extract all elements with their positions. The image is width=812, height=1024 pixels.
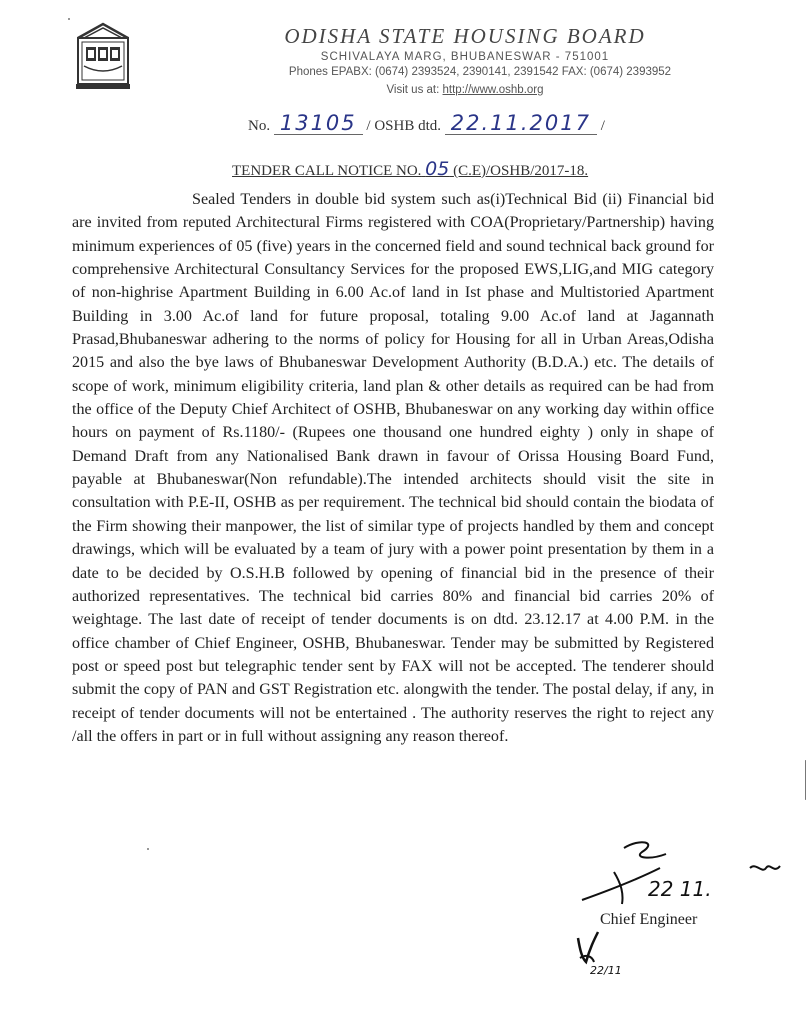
reference-date: 22.11.2017 (445, 112, 597, 135)
signature-date: 22 11. (648, 877, 712, 901)
organization-phones: Phones EPABX: (0674) 2393524, 2390141, 2391542 FAX: (0674) 2393952 (288, 66, 672, 78)
initial-date: 22/11 (590, 964, 622, 977)
reference-suffix: / (600, 118, 605, 134)
scan-speck (147, 848, 149, 850)
scan-speck (68, 18, 70, 20)
notice-title (232, 158, 652, 180)
signature-icon (580, 838, 800, 908)
reference-line (248, 112, 648, 135)
organization-address: SCHIVALAYA MARG, BHUBANESWAR - 751001 (320, 51, 610, 63)
reference-dtd-label: / OSHB dtd. (366, 118, 442, 134)
notice-number: 05 (425, 158, 450, 180)
website-link[interactable]: http://www.oshb.org (442, 84, 544, 96)
scan-speck (805, 760, 806, 800)
notice-body: Sealed Tenders in double bid system such as(i)Technical Bid (ii) Financial bid are invited from reputed Architectural Firms registered with COA(Proprietary/Partnership) having minimum experiences of 05 (five) years in the concerned field and sound technical back ground for comprehensive Architectural Consultancy Services for the proposed EWS,LIG,and MIG category of non-highrise Apartment Building in 6.00 Ac.of land in Ist phase and Multistoried Apartment Building in 3.00 Ac.of land for future proposal, totaling 9.00 Ac.of land at Jagannath Prasad,Bhubaneswar adhering to the norms of policy for Housing for all in Urban Areas,Odisha 2015 and also the bye laws of Bhubaneswar Development Authority (B.D.A.) etc. The details of scope of work, minimum eligibility criteria, land plan & other details as required can be had from the office of the Deputy Chief Architect of OSHB, Bhubaneswar on any working day within office hours on payment of Rs.1180/- (Rupees one thousand one hundred eighty ) only in shape of Demand Draft from any Nationalised Bank drawn in favour of Orissa Housing Board Fund, payable at Bhubaneswar(Non refundable).The intended architects should visit the site in consultation with P.E-II, OSHB as per requirement. The technical bid should contain the biodata of the Firm showing their manpower, the list of similar type of projects handled by them and concept drawings, which will be evaluated by a team of jury with a power point presentation by them in a date to be decided by O.S.H.B followed by opening of financial bid in the presence of their authorized representatives. The technical bid carries 80% and financial bid carries 20% of weightage. The last date of receipt of tender documents is on dtd. 23.12.17 at 4.00 P.M. in the office chamber of Chief Engineer, OSHB, Bhubaneswar. Tender may be submitted by Registered post or speed post but telegraphic tender sent by FAX will not be accepted. The tenderer should submit the copy of PAN and GST Registration etc. alongwith the tender. The postal delay, if any, in receipt of tender documents will not be entertained . The authority reserves the right to reject any /all the offers in part or in full without assigning any reason thereof. (72, 191, 714, 745)
reference-number: 13105 (274, 112, 363, 135)
organization-name: ODISHA STATE HOUSING BOARD (284, 24, 646, 48)
reference-no-label: No. (248, 118, 271, 134)
organization-website (200, 84, 730, 96)
notice-title-suffix: (C.E)/OSHB/2017-18. (453, 163, 589, 179)
chief-engineer-designation: Chief Engineer (600, 911, 698, 928)
notice-title-prefix: TENDER CALL NOTICE NO. (232, 163, 422, 179)
oshb-emblem-icon (72, 20, 134, 92)
website-prefix: Visit us at: (386, 84, 440, 96)
